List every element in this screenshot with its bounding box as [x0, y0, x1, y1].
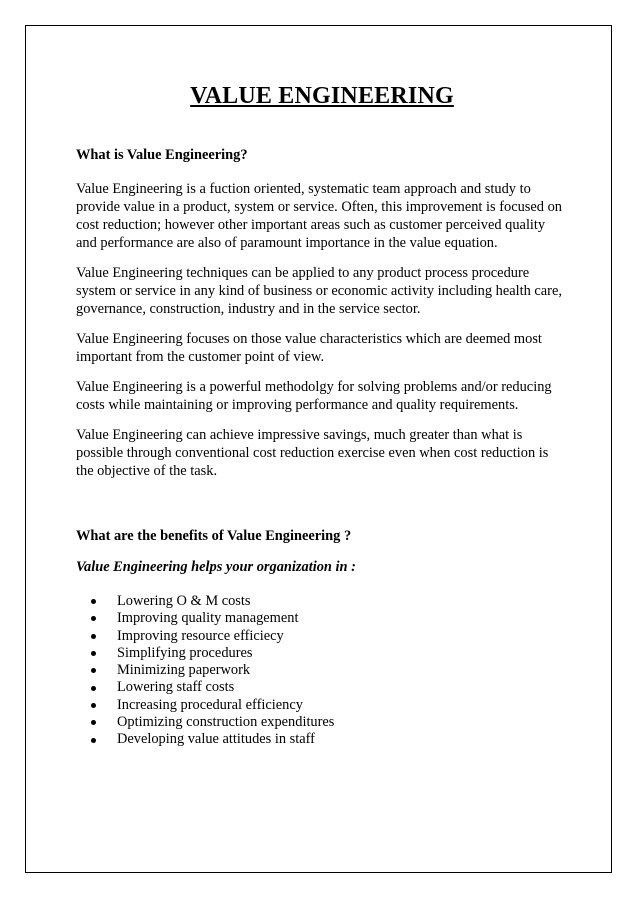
benefits-subheading: Value Engineering helps your organization in : [76, 559, 356, 575]
paragraph: Value Engineering is a fuction oriented, systematic team approach and study to provide value in a product, system or service. Often, this improvement is focused on cost reduction; however other important areas such as customer perceived quality and performance are also of paramount importance in the value equation. [76, 181, 562, 251]
section-heading-benefits: What are the benefits of Value Engineering ? [76, 528, 352, 544]
bullet-icon [91, 616, 96, 621]
list-item-text: Improving resource efficiecy [117, 627, 284, 644]
bullet-icon [91, 686, 96, 691]
document-title: VALUE ENGINEERING [190, 83, 454, 109]
list-item [76, 679, 566, 696]
list-item [76, 593, 566, 610]
list-item-text: Lowering O & M costs [117, 593, 251, 609]
paragraph: Value Engineering techniques can be applied to any product process procedure system or service in any kind of business or economic activity including health care, governance, construction, industry and in the service sector. [76, 265, 562, 317]
benefits-list [76, 593, 566, 749]
paragraph: Value Engineering can achieve impressive savings, much greater than what is possible through conventional cost reduction exercise even when cost reduction is the objective of the task. [76, 427, 549, 479]
bullet-icon [91, 703, 96, 708]
list-item [76, 731, 566, 748]
bullet-icon [91, 668, 96, 673]
list-item [76, 645, 566, 662]
bullet-icon [91, 720, 96, 725]
list-item-text: Increasing procedural efficiency [117, 696, 303, 713]
list-item [76, 628, 566, 645]
list-item-text: Improving quality management [117, 610, 299, 627]
bullet-icon [91, 599, 96, 604]
section-heading-what-is: What is Value Engineering? [76, 147, 248, 163]
list-item-text: Lowering staff costs [117, 679, 235, 696]
list-item [76, 697, 566, 714]
bullet-icon [91, 634, 96, 639]
list-item-text: Optimizing construction expenditures [117, 714, 335, 731]
list-item-text: Developing value attitudes in staff [117, 731, 315, 748]
document-body [76, 75, 566, 749]
bullet-icon [91, 651, 96, 656]
list-item-text: Minimizing paperwork [117, 662, 251, 679]
paragraph: Value Engineering focuses on those value characteristics which are deemed most important from the customer point of view. [76, 331, 542, 365]
list-item [76, 662, 566, 679]
paragraph: Value Engineering is a powerful methodolgy for solving problems and/or reducing costs while maintaining or improving performance and quality requirements. [76, 379, 552, 413]
bullet-icon [91, 738, 96, 743]
list-item [76, 714, 566, 731]
list-item-text: Simplifying procedures [117, 644, 253, 661]
list-item [76, 610, 566, 627]
